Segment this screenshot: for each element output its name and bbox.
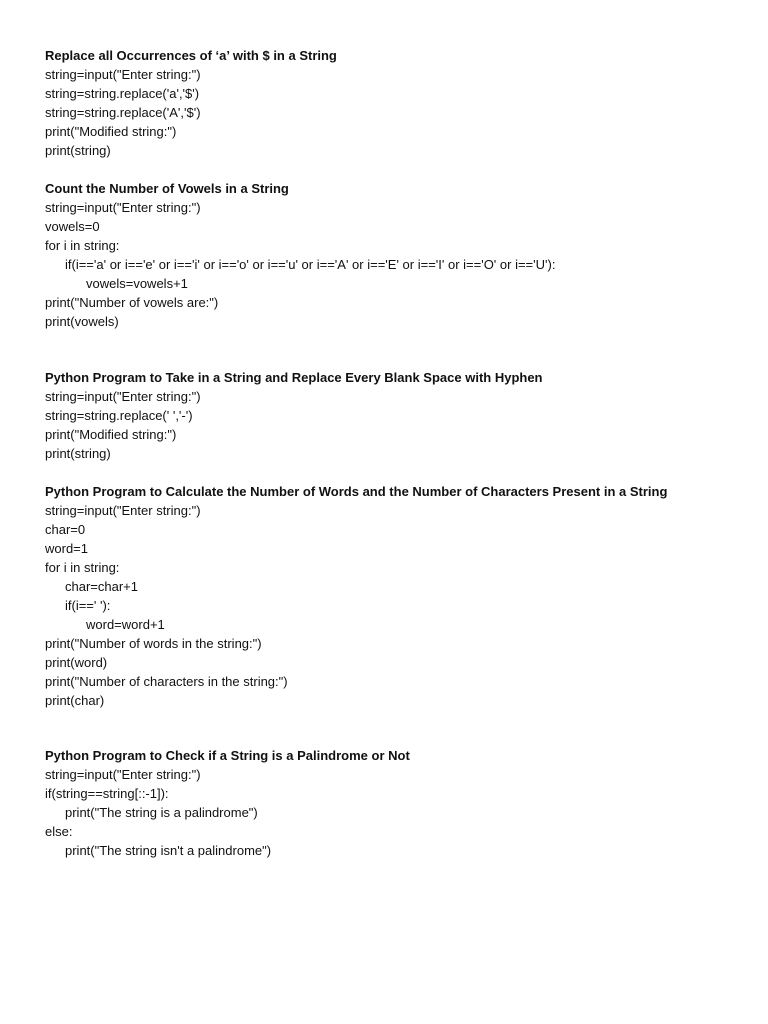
code-line: if(i=='a' or i=='e' or i=='i' or i=='o' or i=='u' or i=='A' or i=='E' or i=='I' or i=='O' or i=='U'): (65, 257, 556, 272)
code-line: char=char+1 (65, 579, 138, 594)
code-line: print("The string isn't a palindrome") (65, 843, 272, 858)
code-line: string=input("Enter string:") (45, 389, 201, 404)
code-line: if(i==' '): (65, 598, 111, 613)
code-line: string=input("Enter string:") (45, 200, 201, 215)
code-line: print(word) (45, 655, 108, 670)
code-line: for i in string: (45, 560, 120, 575)
code-line: vowels=0 (45, 219, 100, 234)
section-replace-a-with-dollar (45, 46, 745, 160)
code-line: string=string.replace('a','$') (45, 86, 200, 101)
code-line: if(string==string[::-1]): (45, 786, 169, 801)
section-check-palindrome (45, 746, 745, 860)
section-title: Python Program to Calculate the Number of Words and the Number of Characters Present in a String (45, 484, 668, 499)
code-line: print(string) (45, 446, 111, 461)
code-line: string=input("Enter string:") (45, 503, 201, 518)
code-line: print("Number of vowels are:") (45, 295, 219, 310)
code-line: char=0 (45, 522, 86, 537)
code-line: print("Modified string:") (45, 427, 177, 442)
code-line: print(char) (45, 693, 105, 708)
section-title: Replace all Occurrences of ‘a’ with $ in a String (45, 48, 337, 63)
section-count-words-and-characters (45, 482, 745, 710)
section-title: Count the Number of Vowels in a String (45, 181, 289, 196)
code-line: for i in string: (45, 238, 120, 253)
section-title: Python Program to Check if a String is a Palindrome or Not (45, 748, 410, 763)
section-replace-space-with-hyphen (45, 368, 745, 463)
section-count-vowels (45, 179, 745, 331)
code-line: vowels=vowels+1 (86, 276, 188, 291)
code-line: print(vowels) (45, 314, 119, 329)
code-line: print("The string is a palindrome") (65, 805, 258, 820)
code-line: print(string) (45, 143, 111, 158)
section-title: Python Program to Take in a String and Replace Every Blank Space with Hyphen (45, 370, 543, 385)
code-line: else: (45, 824, 73, 839)
code-line: print("Number of words in the string:") (45, 636, 262, 651)
code-line: string=input("Enter string:") (45, 67, 201, 82)
code-line: string=string.replace('A','$') (45, 105, 201, 120)
code-line: word=1 (45, 541, 88, 556)
code-line: print("Modified string:") (45, 124, 177, 139)
code-line: string=string.replace(' ','-') (45, 408, 193, 423)
code-line: string=input("Enter string:") (45, 767, 201, 782)
code-line: print("Number of characters in the string:") (45, 674, 288, 689)
code-line: word=word+1 (86, 617, 165, 632)
